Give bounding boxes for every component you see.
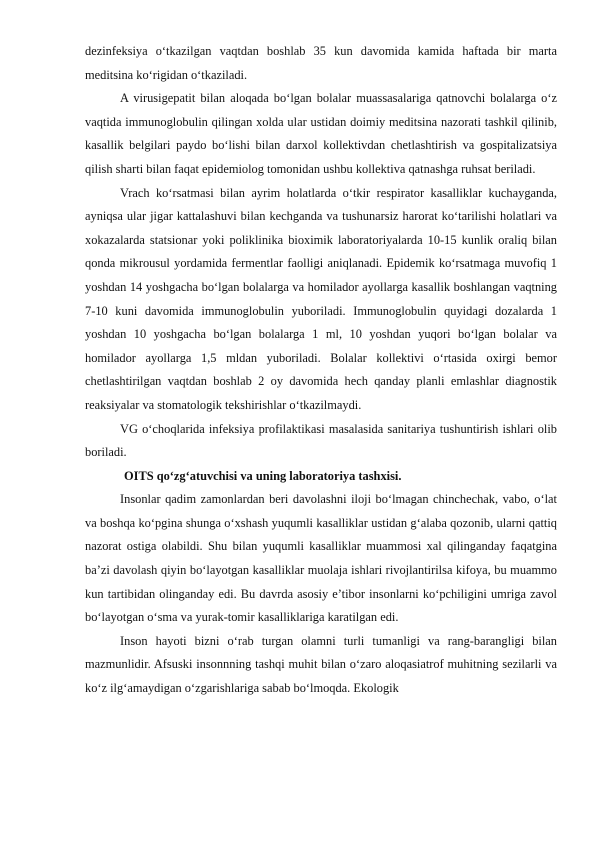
section-heading: OITS qo‘zg‘atuvchisi va uning laboratoriya tashxisi. — [124, 468, 402, 483]
paragraph-hepatitis-contact: A virusigepatit bilan aloqada bo‘lgan bolalar muassasalariga qatnovchi bolalarga o‘z vaqtida immunoglobulin qilingan xolda ular ustidan doimiy meditsina nazorati tashkil qilinib, kasallik belgilari paydo bo‘lishi bilan darxol kollektivdan chetlashtirish va gospitalizatsiya qilish sharti bilan faqat epidemiolog tomonidan ushbu kollektiva qatnashga ruhsat beriladi. — [85, 91, 557, 176]
paragraph-sanitary-education: VG o‘choqlarida infeksiya profilaktikasi masalasida sanitariya tushuntirish ishlari olib boriladi. — [85, 421, 557, 460]
paragraph-environment: Inson hayoti bizni o‘rab turgan olamni turli tumanligi va rang-barangligi bilan mazmunlidir. Afsuski insonnning tashqi muhit bilan o‘zaro aloqasiatrof muhitning sezilarli va ko‘z ilg‘amaydigan o‘zgarishlariga sabab bo‘lmoqda. Ekologik — [85, 633, 557, 696]
paragraph-history: Insonlar qadim zamonlardan beri davolashni iloji bo‘lmagan chinchechak, vabo, o‘lat va boshqa ko‘pgina shunga o‘xshash yuqumli kasalliklar ustidan g‘alaba qozonib, ularni qattiq nazorat ostiga olabildi. Shu bilan yuqumli kasalliklar muammosi xal qilinganday faqatgina ba’zi davolash qiyin bo‘layotgan kasalliklar muolaja ishlari rivojlantirilsa kifoya, bu muammo kun tartibidan olinganday edi. Bu davrda asosiy e’tibor insonlarni ko‘pchiligini umriga zavol bo‘layotgan o‘sma va yurak-tomir kasalliklariga karatilgan edi. — [85, 492, 557, 625]
paragraph-continuation: dezinfeksiya o‘tkazilgan vaqtdan boshlab 35 kun davomida kamida haftada bir marta meditsina ko‘rigidan o‘tkaziladi. — [85, 44, 557, 82]
document-page — [85, 40, 557, 701]
paragraph-doctor-instructions: Vrach ko‘rsatmasi bilan ayrim holatlarda o‘tkir respirator kasalliklar kuchayganda, ayniqsa ular jigar kattalashuvi bilan kechganda va tushunarsiz harorat ko‘tarilishi holatlari va xokazalarda statsionar yoki poliklinika bioximik laboratoriyalarda 10-15 kunlik oraliq bilan qonda mikrousul yordamida fermentlar faolligi aniqlanadi. Epidemik ko‘rsatmaga muvofiq 1 yoshdan 14 yoshgacha bo‘lgan bolalarga va homilador ayollarga kasallik boshlangan vaqtning 7-10 kuni davomida immunoglobulin yuboriladi. Immunoglobulin quyidagi dozalarda 1 yoshdan 10 yoshgacha bo‘lgan bolalarga 1 ml, 10 yoshdan yuqori bo‘lgan bolalar va homilador ayollarga 1,5 mldan yuboriladi. Bolalar kollektivi o‘rtasida oxirgi bemor chetlashtirilgan vaqtdan boshlab 2 oy davomida hech qanday planli emlashlar diagnostik reaksiyalar va stomatologik tekshirishlar o‘tkazilmaydi. — [85, 185, 557, 412]
